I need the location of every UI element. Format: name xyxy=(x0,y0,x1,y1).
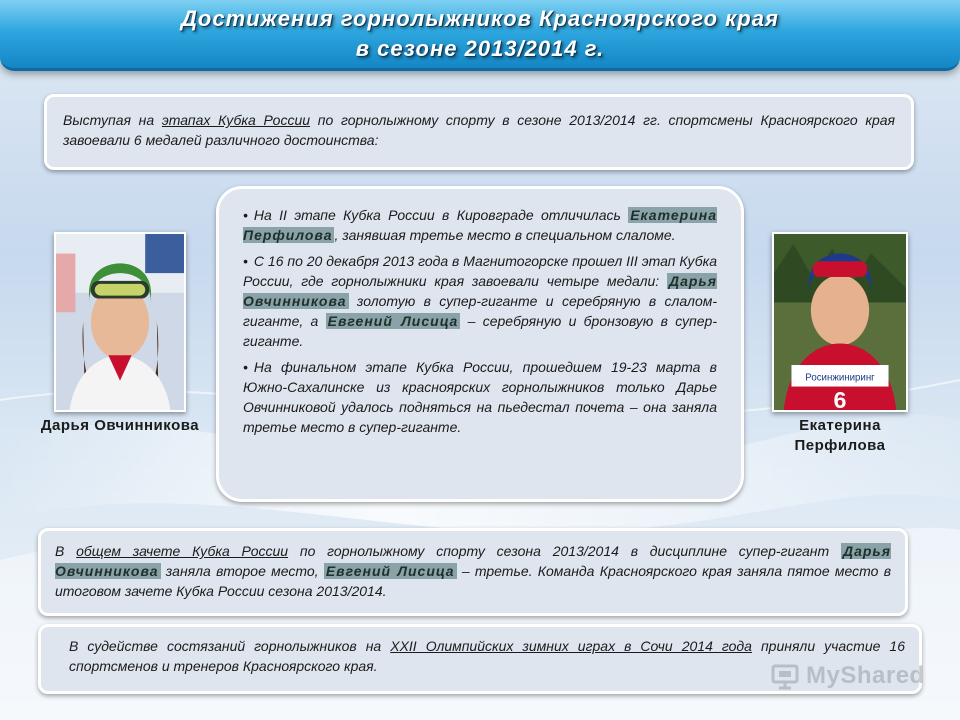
bullet2-post: – серебряную и бронзовую в супер-гиганте. xyxy=(243,313,717,349)
overall-mid2: заняла второе место, xyxy=(160,563,324,579)
bullet3-text: На финальном этапе Кубка России, прошедшем 19-23 марта в Южно-Сахалинске из красноярских горнолыжников только Дарье Овчинниковой удалось подняться на пьедестал почета – она заняла третье место в супер-гиганте. xyxy=(243,359,717,435)
watermark-text: MyShared xyxy=(806,662,925,689)
photo-bib-number: 6 xyxy=(833,386,847,410)
overall-link[interactable]: общем зачете Кубка России xyxy=(76,543,289,559)
photo-daria-ovchinnikova xyxy=(54,232,186,412)
photo-banner-text: Росинжиниринг xyxy=(805,372,875,384)
caption-daria: Дарья Овчинникова xyxy=(40,417,200,434)
page-title: Достижения горнолыжников Красноярского края xyxy=(181,6,779,31)
overall-mid1: по горнолыжному спорту сезона 2013/2014 в дисциплине супер-гигант xyxy=(288,543,841,559)
title-bar xyxy=(0,0,960,71)
highlight-daria: Дарья Овчинникова xyxy=(243,273,717,309)
intro-text-post: по горнолыжному спорту в сезоне 2013/2014 гг. спортсмены Красноярского края завоевали 6 медалей различного достоинства: xyxy=(63,112,896,148)
overall-pre: В xyxy=(55,543,77,559)
bullet-stage-3 xyxy=(243,251,717,351)
olympics-link[interactable]: XXII Олимпийских зимних играх в Сочи 2014 года xyxy=(390,638,752,654)
highlight-evgeniy: Евгений Лисица xyxy=(327,313,459,329)
bullet-icon: • xyxy=(243,253,248,269)
center-panel xyxy=(216,186,744,502)
highlight-evgeniy-overall: Евгений Лисица xyxy=(325,563,455,579)
judges-pre: В судействе состязаний горнолыжников на xyxy=(69,638,391,654)
caption-ekaterina: Екатерина Перфилова xyxy=(794,417,886,454)
bullet-final-stage xyxy=(243,357,717,437)
overall-post: – третье. Команда Красноярского края заняла пятое место в итоговом зачете Кубка России сезона 2013/2014. xyxy=(55,563,892,599)
highlight-ekaterina: Екатерина Перфилова xyxy=(243,207,717,243)
intro-panel xyxy=(44,94,914,170)
watermark xyxy=(770,656,930,696)
highlight-daria-overall: Дарья Овчинникова xyxy=(55,543,891,579)
bullet1-pre: На II этапе Кубка России в Кировграде отличилась xyxy=(253,207,629,223)
photo-ekaterina-perfilova xyxy=(772,232,908,412)
overall-standings-panel xyxy=(38,528,908,616)
intro-link[interactable]: этапах Кубка России xyxy=(161,112,311,128)
page-subtitle: в сезоне 2013/2014 г. xyxy=(355,36,605,61)
bullet-icon: • xyxy=(243,207,248,223)
judges-post: приняли участие 16 спортсменов и тренеров Красноярского края. xyxy=(69,638,905,674)
bullet-stage-2 xyxy=(243,205,717,245)
bullet1-post: , занявшая третье место в специальном слаломе. xyxy=(334,227,676,243)
intro-text-pre: Выступая на xyxy=(63,112,162,128)
bullet2-mid: золотую в супер-гиганте и серебряную в слалом-гиганте, а xyxy=(243,293,717,329)
bullet-icon: • xyxy=(243,359,248,375)
bullet2-pre: С 16 по 20 декабря 2013 года в Магнитогорске прошел III этап Кубка России, где горнолыжники края завоевали четыре медали: xyxy=(243,253,717,289)
presentation-icon xyxy=(770,661,800,691)
